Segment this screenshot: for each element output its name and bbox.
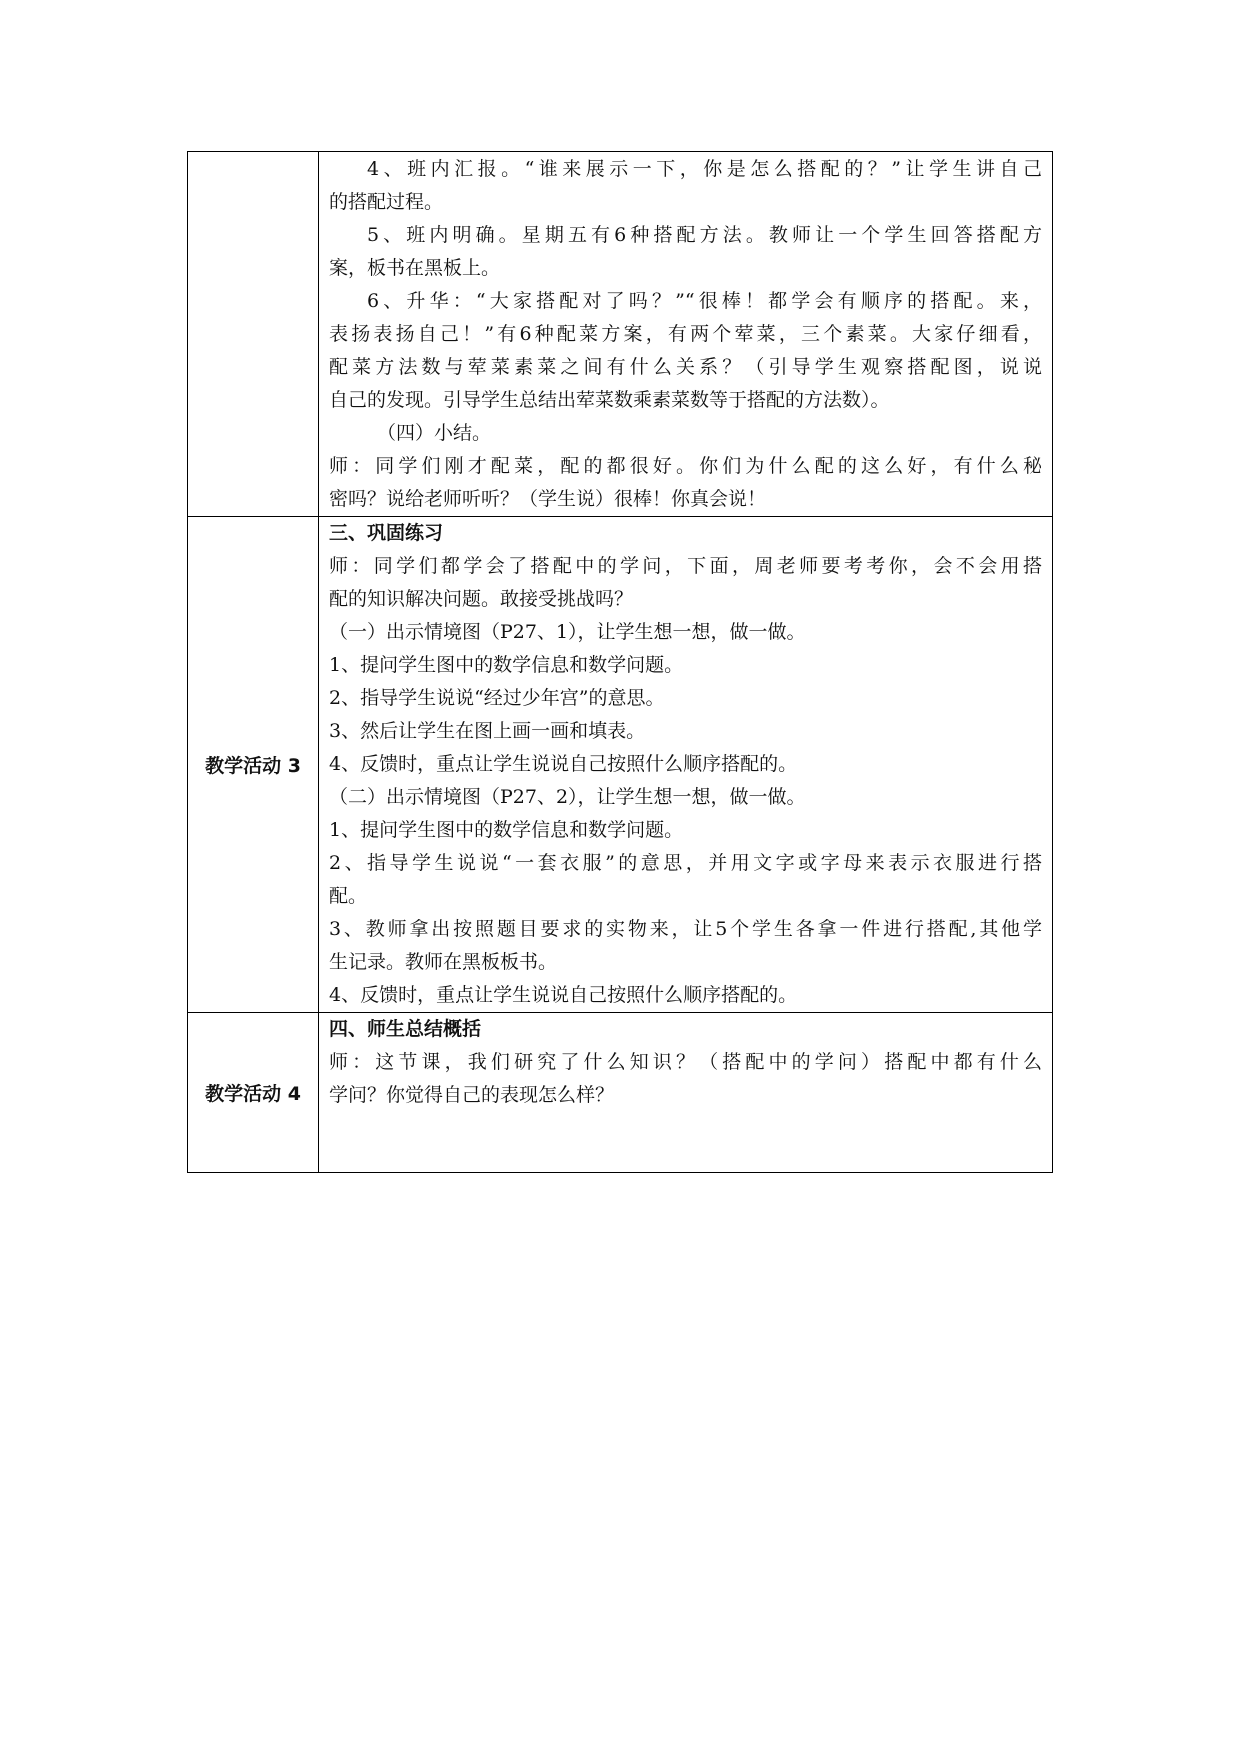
section-heading: 四、师生总结概括 xyxy=(329,1018,482,1040)
text-line: （二）出示情境图（P27、2），让学生想一想，做一做。 xyxy=(329,786,806,808)
text-line: 自己的发现。引导学生总结出荤菜数乘素菜数等于搭配的方法数）。 xyxy=(329,389,890,411)
text-line: 3、教师拿出按照题目要求的实物来，让5个学生各拿一件进行搭配,其他学 xyxy=(329,918,1042,940)
text-line: 师：同学们刚才配菜，配的都很好。你们为什么配的这么好，有什么秘 xyxy=(329,455,1042,477)
text-line: 学问？你觉得自己的表现怎么样？ xyxy=(329,1084,615,1106)
text-line: 密吗？说给老师听听？（学生说）很棒！你真会说！ xyxy=(329,488,767,510)
text-line: 2、指导学生说说“经过少年宫”的意思。 xyxy=(329,687,665,709)
text-line: 2、指导学生说说“一套衣服”的意思，并用文字或字母来表示衣服进行搭 xyxy=(329,852,1042,874)
text-line: 的搭配过程。 xyxy=(329,191,444,213)
text-line: 5、班内明确。星期五有6种搭配方法。教师让一个学生回答搭配方 xyxy=(367,224,1042,246)
text-line: 师：同学们都学会了搭配中的学问，下面，周老师要考考你，会不会用搭 xyxy=(329,555,1042,577)
text-line: 配菜方法数与荤菜素菜之间有什么关系？（引导学生观察搭配图，说说 xyxy=(329,356,1042,378)
text-line: 1、提问学生图中的数学信息和数学问题。 xyxy=(329,654,684,676)
row-label xyxy=(188,152,319,517)
row-content xyxy=(319,152,1053,517)
text-line: 4、班内汇报。“谁来展示一下，你是怎么搭配的？”让学生讲自己 xyxy=(367,158,1042,180)
row-label: 教学活动 4 xyxy=(188,1013,319,1173)
row-content xyxy=(319,517,1053,1013)
text-line: 4、反馈时，重点让学生说说自己按照什么顺序搭配的。 xyxy=(329,984,798,1006)
lesson-plan-table xyxy=(187,151,1053,1173)
text-line: （一）出示情境图（P27、1），让学生想一想，做一做。 xyxy=(329,621,806,643)
table-row xyxy=(188,152,1053,517)
text-line: 案，板书在黑板上。 xyxy=(329,257,501,279)
text-line: 配。 xyxy=(329,885,368,907)
text-line: 1、提问学生图中的数学信息和数学问题。 xyxy=(329,819,684,841)
text-line: 4、反馈时，重点让学生说说自己按照什么顺序搭配的。 xyxy=(329,753,798,775)
section-heading: 三、巩固练习 xyxy=(329,522,444,544)
row-content xyxy=(319,1013,1053,1173)
text-line: 6、升华：“大家搭配对了吗？”“很棒！都学会有顺序的搭配。来， xyxy=(367,290,1042,312)
text-line: 师：这节课，我们研究了什么知识？（搭配中的学问）搭配中都有什么 xyxy=(329,1051,1042,1073)
text-line: 配的知识解决问题。敢接受挑战吗？ xyxy=(329,588,634,610)
table-row xyxy=(188,1013,1053,1173)
table-row xyxy=(188,517,1053,1013)
text-line: 表扬表扬自己！”有6种配菜方案，有两个荤菜，三个素菜。大家仔细看， xyxy=(329,323,1042,345)
text-line: （四）小结。 xyxy=(377,422,492,444)
text-line: 生记录。教师在黑板板书。 xyxy=(329,951,558,973)
text-line: 3、然后让学生在图上画一画和填表。 xyxy=(329,720,646,742)
row-label: 教学活动 3 xyxy=(188,517,319,1013)
